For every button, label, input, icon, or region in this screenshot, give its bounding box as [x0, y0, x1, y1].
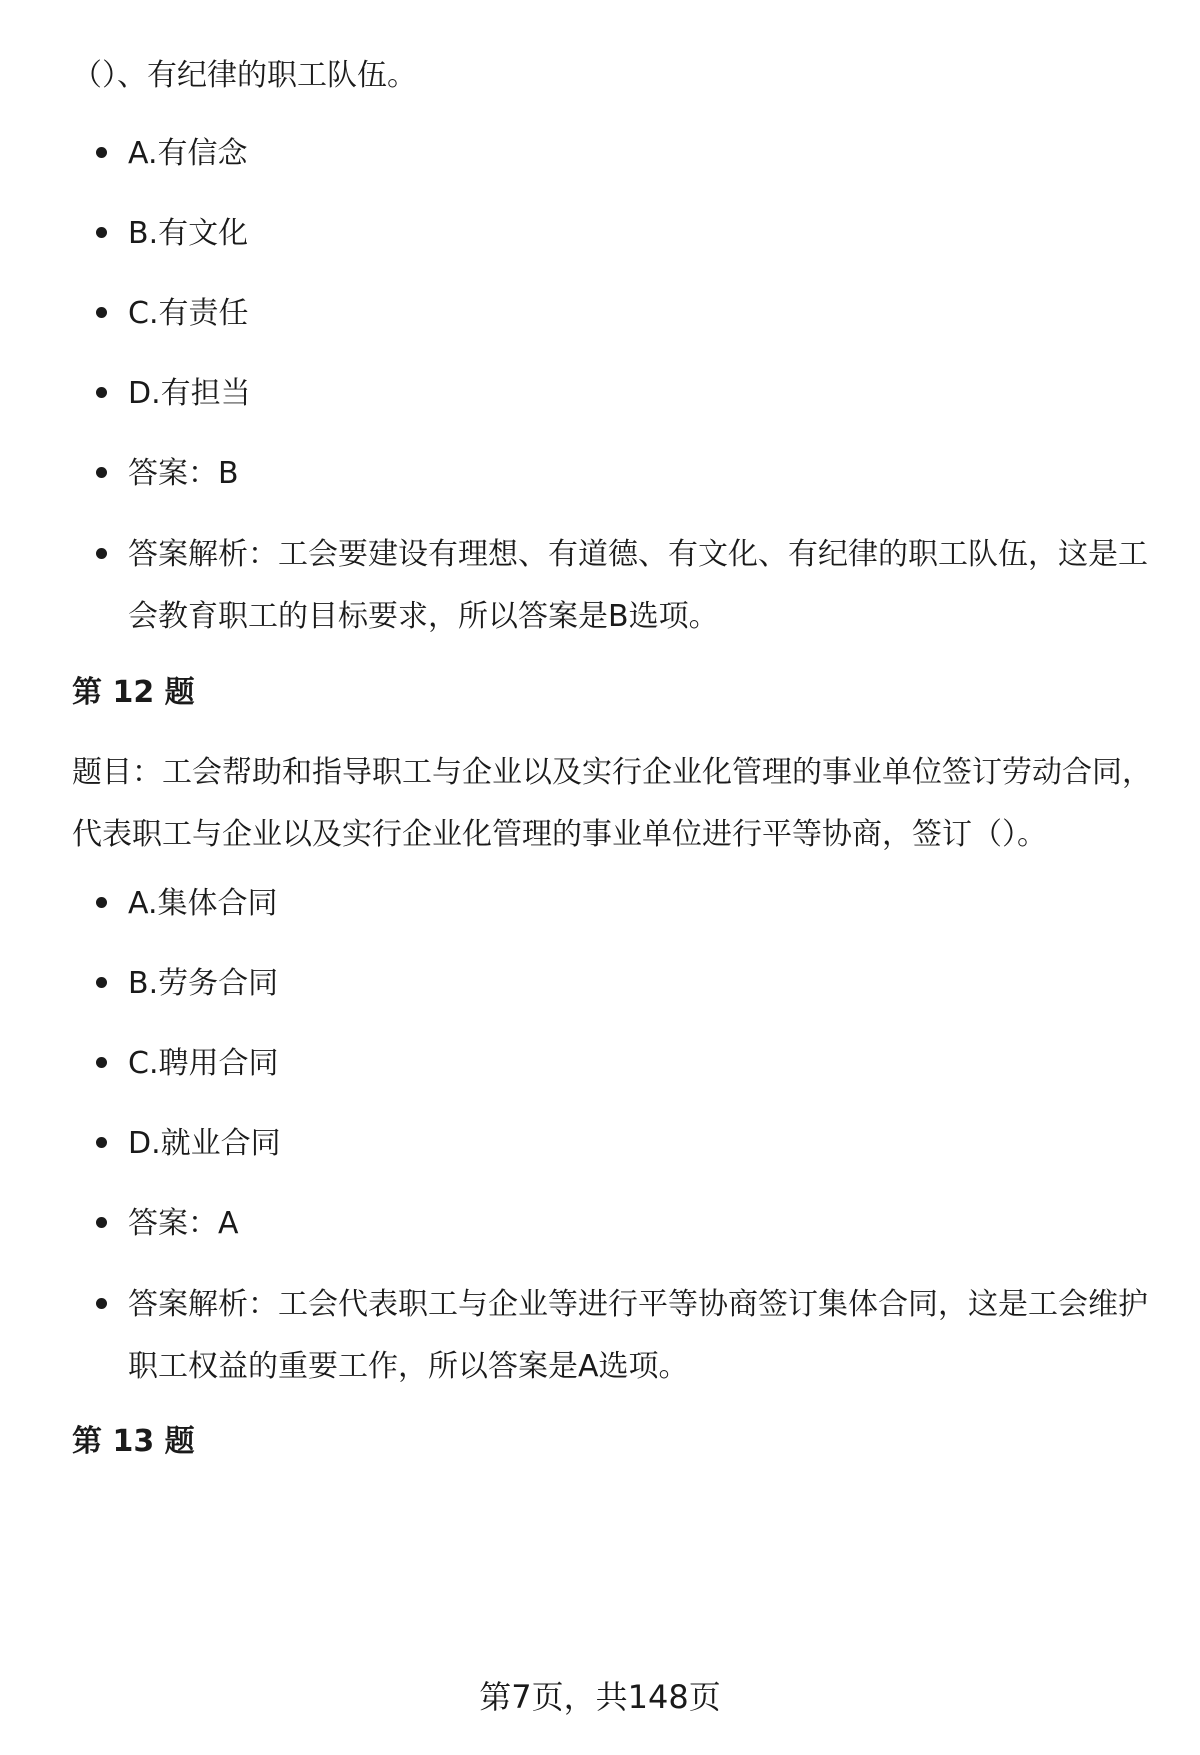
option-text: B.有文化	[128, 216, 249, 251]
option-text: A.集体合同	[128, 886, 278, 921]
page-number: 第7页，共148页	[479, 1678, 721, 1716]
option-text: D.就业合同	[128, 1126, 281, 1161]
option-c	[96, 283, 1156, 345]
analysis-text: 答案解析：工会要建设有理想、有道德、有文化、有纪律的职工队伍，这是工会教育职工的目标要求，所以答案是B选项。	[128, 537, 1148, 634]
answer-text: 答案：A	[128, 1206, 239, 1241]
answer-analysis	[96, 1274, 1156, 1398]
bullet-icon	[96, 1217, 107, 1228]
option-text: D.有担当	[128, 376, 251, 411]
bullet-icon	[96, 307, 107, 318]
question-heading: 第 13 题	[72, 1424, 195, 1459]
bullet-icon	[96, 467, 107, 478]
question-fragment: （）、有纪律的职工队伍。	[72, 58, 417, 93]
analysis-text: 答案解析：工会代表职工与企业等进行平等协商签订集体合同，这是工会维护职工权益的重要工作，所以答案是A选项。	[128, 1287, 1148, 1384]
bullet-icon	[96, 387, 107, 398]
option-text: C.聘用合同	[128, 1046, 279, 1081]
bullet-icon	[96, 147, 107, 158]
question-heading: 第 12 题	[72, 675, 195, 710]
option-text: B.劳务合同	[128, 966, 279, 1001]
bullet-icon	[96, 1298, 107, 1309]
option-text: A.有信念	[128, 136, 248, 171]
question-text: 题目：工会帮助和指导职工与企业以及实行企业化管理的事业单位签订劳动合同，代表职工与企业以及实行企业化管理的事业单位进行平等协商，签订（）。	[72, 755, 1152, 852]
option-a	[96, 873, 1156, 935]
bullet-icon	[96, 897, 107, 908]
option-text: C.有责任	[128, 296, 249, 331]
answer-text: 答案：B	[128, 456, 239, 491]
bullet-icon	[96, 1057, 107, 1068]
option-b	[96, 953, 1156, 1015]
bullet-icon	[96, 1137, 107, 1148]
answer	[96, 1193, 1156, 1255]
option-d	[96, 1113, 1156, 1175]
option-b	[96, 203, 1156, 265]
option-c	[96, 1033, 1156, 1095]
bullet-icon	[96, 548, 107, 559]
answer	[96, 443, 1156, 505]
option-a	[96, 123, 1156, 185]
answer-analysis	[96, 524, 1156, 648]
bullet-icon	[96, 977, 107, 988]
bullet-icon	[96, 227, 107, 238]
option-d	[96, 363, 1156, 425]
